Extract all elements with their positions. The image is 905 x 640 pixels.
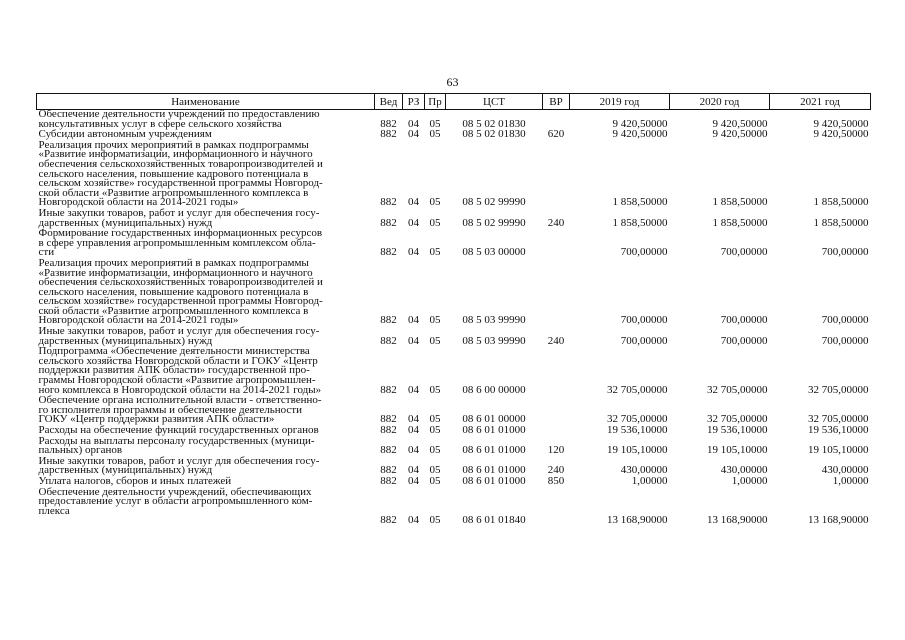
table-row	[37, 141, 871, 209]
row-name-line: ской области «Развитие агропромышленного комплекса в	[38, 304, 309, 317]
vr-cell	[543, 141, 570, 209]
row-name-line: сельского хозяйства Новгородской области и ГОКУ «Центр	[38, 354, 318, 367]
vr-cell	[543, 229, 570, 259]
rz-cell: 04	[408, 334, 419, 347]
column-header-ved: Вед	[375, 94, 403, 110]
table-row	[37, 110, 871, 131]
cst-cell: 08 6 01 01000	[462, 444, 526, 457]
ved-cell: 882	[380, 314, 397, 327]
amount-2020-cell: 1 858,50000	[712, 216, 768, 229]
row-name-line: обеспечения сельскохозяйственных товаропроизводителей и	[38, 276, 323, 289]
amount-2020-cell: 1,00000	[731, 474, 768, 487]
row-name-line: сельского населения, повышение кадрового потенциала в	[38, 285, 309, 298]
vr-cell: 240	[547, 464, 565, 477]
table-body	[37, 110, 871, 527]
row-name-line: Обеспечение деятельности учреждений, обеспечивающих	[38, 485, 312, 498]
row-name-line: ного комплекса в Новгородской области на 2014-2021 годы»	[38, 383, 322, 396]
row-name-line: Иные закупки товаров, работ и услуг для обеспечения госу-	[38, 454, 320, 467]
row-name-line: Уплата налогов, сборов и иных платежей	[38, 474, 232, 487]
cst-cell: 08 6 01 00000	[462, 413, 526, 426]
pr-cell: 05	[429, 216, 441, 229]
row-name-line: го исполнителя программы и обеспечение деятельности	[38, 403, 303, 416]
amount-2021-cell: 700,00000	[821, 334, 869, 347]
amount-2019-cell: 9 420,50000	[612, 128, 668, 141]
amount-2020-cell: 430,00000	[720, 464, 768, 477]
rz-cell: 04	[408, 196, 419, 209]
row-name-cell	[37, 110, 375, 131]
amount-2019-cell: 430,00000	[620, 464, 668, 477]
row-name-line: предоставление услуг в области агропромышленного ком-	[38, 495, 313, 508]
cst-cell: 08 6 01 01000	[462, 474, 526, 487]
row-name-line: Новгородской области на 2014-2021 годы»	[38, 314, 239, 327]
cst-cell: 08 6 00 00000	[462, 383, 526, 396]
row-name-line	[39, 516, 373, 526]
row-name-line: Подпрограмма «Обеспечение деятельности министерства	[38, 345, 310, 358]
table-row	[37, 327, 871, 347]
amount-2021-cell: 9 420,50000	[813, 117, 869, 130]
ved-cell: 882	[380, 117, 397, 130]
vr-cell	[543, 396, 570, 426]
pr-cell: 05	[429, 424, 441, 436]
rz-cell: 04	[408, 383, 419, 396]
pr-cell: 05	[429, 383, 441, 396]
cst-cell: 08 5 03 99990	[462, 334, 526, 347]
column-header-name: Наименование	[37, 94, 375, 110]
amount-2021-cell: 19 536,10000	[808, 424, 869, 436]
row-name-line: сельском хозяйстве» государственной программы Новгород-	[38, 295, 323, 308]
row-name-cell	[37, 256, 375, 327]
amount-2020-cell: 1 858,50000	[712, 196, 768, 209]
amount-2021-cell: 430,00000	[821, 464, 869, 477]
amount-2020-cell: 32 705,00000	[707, 413, 768, 426]
row-name-cell	[37, 347, 375, 396]
column-header-rz: РЗ	[403, 94, 425, 110]
row-name-cell	[37, 206, 375, 229]
table-row	[37, 437, 871, 457]
row-name-line: ской области «Развитие агропромышленного комплекса в	[38, 186, 309, 199]
amount-2019-cell: 700,00000	[620, 246, 668, 259]
amount-2019-cell: 700,00000	[620, 334, 668, 347]
amount-2019-cell: 13 168,90000	[607, 514, 668, 527]
vr-cell	[543, 110, 570, 131]
row-name-line: дарственных (муниципальных) нужд	[38, 334, 213, 347]
table-row	[37, 488, 871, 527]
amount-2019-cell: 1 858,50000	[612, 196, 668, 209]
amount-2020-cell: 700,00000	[720, 246, 768, 259]
ved-cell: 882	[380, 514, 397, 527]
amount-2021-cell: 700,00000	[821, 314, 869, 327]
amount-2021-cell: 19 105,10000	[808, 444, 869, 457]
row-name-line: Реализация прочих мероприятий в рамках подпрограммы	[38, 138, 309, 151]
amount-2021-cell: 1 858,50000	[813, 216, 869, 229]
column-header-2021: 2021 год	[770, 94, 871, 110]
rz-cell: 04	[408, 314, 419, 327]
row-name-line: Обеспечение деятельности учреждений по предоставлению	[38, 108, 320, 120]
amount-2021-cell: 32 705,00000	[808, 413, 869, 426]
rz-cell: 04	[408, 246, 419, 259]
ved-cell: 882	[380, 413, 397, 426]
table-row	[37, 347, 871, 396]
table-row	[37, 259, 871, 327]
row-name-line: Обеспечение органа исполнительной власти - ответственно-	[38, 394, 322, 407]
amount-2021-cell: 1 858,50000	[813, 196, 869, 209]
rz-cell: 04	[408, 413, 419, 426]
row-name-line: Иные закупки товаров, работ и услуг для обеспечения госу-	[38, 206, 320, 219]
column-header-2020: 2020 год	[670, 94, 770, 110]
cst-cell: 08 6 01 01000	[462, 464, 526, 477]
table-row	[37, 396, 871, 426]
ved-cell: 882	[380, 334, 397, 347]
row-name-line: Расходы на обеспечение функций государственных органов	[38, 424, 319, 436]
row-name-line: плекса	[38, 504, 70, 517]
row-name-line: пальных) органов	[38, 444, 123, 457]
ved-cell: 882	[380, 196, 397, 209]
ved-cell: 882	[380, 128, 397, 141]
vr-cell	[543, 259, 570, 327]
cst-cell: 08 5 02 99990	[462, 216, 526, 229]
column-header-2019: 2019 год	[570, 94, 670, 110]
pr-cell: 05	[429, 196, 441, 209]
row-name-line: «Развитие информатизации, информационного и научного	[38, 266, 313, 279]
rz-cell: 04	[408, 464, 419, 477]
cst-cell: 08 5 03 99990	[462, 314, 526, 327]
row-name-cell	[37, 434, 375, 457]
rz-cell: 04	[408, 216, 419, 229]
table-row	[37, 209, 871, 229]
amount-2020-cell: 19 105,10000	[707, 444, 768, 457]
row-name-line: «Развитие информатизации, информационного и научного	[38, 148, 313, 161]
rz-cell: 04	[408, 424, 419, 436]
amount-2020-cell: 700,00000	[720, 314, 768, 327]
amount-2020-cell: 13 168,90000	[707, 514, 768, 527]
page-number: 63	[446, 75, 459, 89]
amount-2021-cell: 13 168,90000	[808, 514, 869, 527]
budget-table	[36, 93, 871, 527]
amount-2019-cell: 700,00000	[620, 314, 668, 327]
vr-cell	[543, 347, 570, 396]
rz-cell: 04	[408, 474, 419, 487]
row-name-line: обеспечения сельскохозяйственных товаропроизводителей и	[38, 157, 323, 170]
amount-2020-cell: 700,00000	[720, 334, 768, 347]
amount-2019-cell: 9 420,50000	[612, 117, 668, 130]
table-row	[37, 457, 871, 477]
table-row	[37, 229, 871, 259]
pr-cell: 05	[429, 464, 441, 477]
cst-cell: 08 5 03 00000	[462, 246, 526, 259]
vr-cell	[543, 488, 570, 527]
row-name-line: Субсидии автономным учреждениям	[38, 128, 212, 141]
cst-cell: 08 5 02 01830	[462, 128, 526, 141]
pr-cell: 05	[429, 514, 441, 527]
row-name-line: Реализация прочих мероприятий в рамках подпрограммы	[38, 256, 309, 269]
ved-cell: 882	[380, 424, 397, 436]
amount-2020-cell: 32 705,00000	[707, 383, 768, 396]
amount-2019-cell: 19 105,10000	[607, 444, 668, 457]
pr-cell: 05	[429, 413, 441, 426]
vr-cell	[543, 426, 570, 437]
row-name-line: дарственных (муниципальных) нужд	[38, 216, 213, 229]
row-name-line: в сфере управления агропромышленным комплексом обла-	[38, 236, 316, 249]
row-name-line: сти	[38, 246, 55, 259]
pr-cell: 05	[429, 128, 441, 141]
cst-cell: 08 6 01 01000	[462, 424, 526, 436]
vr-cell: 620	[547, 128, 565, 141]
ved-cell: 882	[380, 383, 397, 396]
amount-2019-cell: 19 536,10000	[607, 424, 668, 436]
row-name-cell	[37, 327, 375, 347]
row-name-line: дарственных (муниципальных) нужд	[38, 464, 213, 477]
vr-cell: 120	[547, 444, 565, 457]
row-name-line: Расходы на выплаты персоналу государственных (муници-	[38, 434, 315, 447]
column-header-pr: Пр	[425, 94, 446, 110]
pr-cell: 05	[429, 334, 441, 347]
row-name-line: Новгородской области на 2014-2021 годы»	[38, 196, 239, 209]
row-name-line: сельском хозяйстве» государственной программы Новгород-	[38, 177, 323, 190]
ved-cell: 882	[380, 216, 397, 229]
row-name-cell	[37, 229, 375, 259]
pr-cell: 05	[429, 474, 441, 487]
column-header-cst: ЦСТ	[446, 94, 543, 110]
vr-cell: 240	[547, 216, 565, 229]
amount-2021-cell: 1,00000	[832, 474, 869, 487]
ved-cell: 882	[380, 444, 397, 457]
pr-cell: 05	[429, 117, 441, 130]
row-name-cell	[37, 485, 375, 527]
pr-cell: 05	[429, 444, 441, 457]
amount-2019-cell: 32 705,00000	[607, 413, 668, 426]
row-name-line: сельского населения, повышение кадрового потенциала в	[38, 167, 309, 180]
pr-cell: 05	[429, 246, 441, 259]
amount-2020-cell: 19 536,10000	[707, 424, 768, 436]
row-name-cell	[37, 396, 375, 426]
row-name-line: Иные закупки товаров, работ и услуг для обеспечения госу-	[38, 325, 320, 338]
amount-2019-cell: 32 705,00000	[607, 383, 668, 396]
row-name-line: консультативных услуг в сфере сельского хозяйства	[38, 117, 282, 130]
amount-2021-cell: 700,00000	[821, 246, 869, 259]
ved-cell: 882	[380, 474, 397, 487]
cst-cell: 08 5 02 01830	[462, 117, 526, 130]
rz-cell: 04	[408, 514, 419, 527]
row-name-line: Формирование государственных информационных ресурсов	[38, 227, 323, 240]
amount-2020-cell: 9 420,50000	[712, 117, 768, 130]
ved-cell: 882	[380, 246, 397, 259]
pr-cell: 05	[429, 314, 441, 327]
amount-2020-cell: 9 420,50000	[712, 128, 768, 141]
amount-2019-cell: 1,00000	[631, 474, 668, 487]
row-name-line: граммы Новгородской области «Развитие агропромышлен-	[38, 374, 316, 387]
amount-2021-cell: 32 705,00000	[808, 383, 869, 396]
amount-2021-cell: 9 420,50000	[813, 128, 869, 141]
row-name-cell	[37, 138, 375, 209]
row-name-cell	[37, 454, 375, 477]
vr-cell: 850	[547, 474, 565, 487]
row-name-line: поддержки развития АПК области» государственной про-	[38, 364, 310, 377]
amount-2019-cell: 1 858,50000	[612, 216, 668, 229]
rz-cell: 04	[408, 117, 419, 130]
cst-cell: 08 5 02 99990	[462, 196, 526, 209]
ved-cell: 882	[380, 464, 397, 477]
column-header-vr: ВР	[543, 94, 570, 110]
row-name-line: ГОКУ «Центр поддержки развития АПК области»	[38, 413, 275, 426]
rz-cell: 04	[408, 128, 419, 141]
cst-cell: 08 6 01 01840	[462, 514, 526, 527]
vr-cell: 240	[547, 334, 565, 347]
rz-cell: 04	[408, 444, 419, 457]
